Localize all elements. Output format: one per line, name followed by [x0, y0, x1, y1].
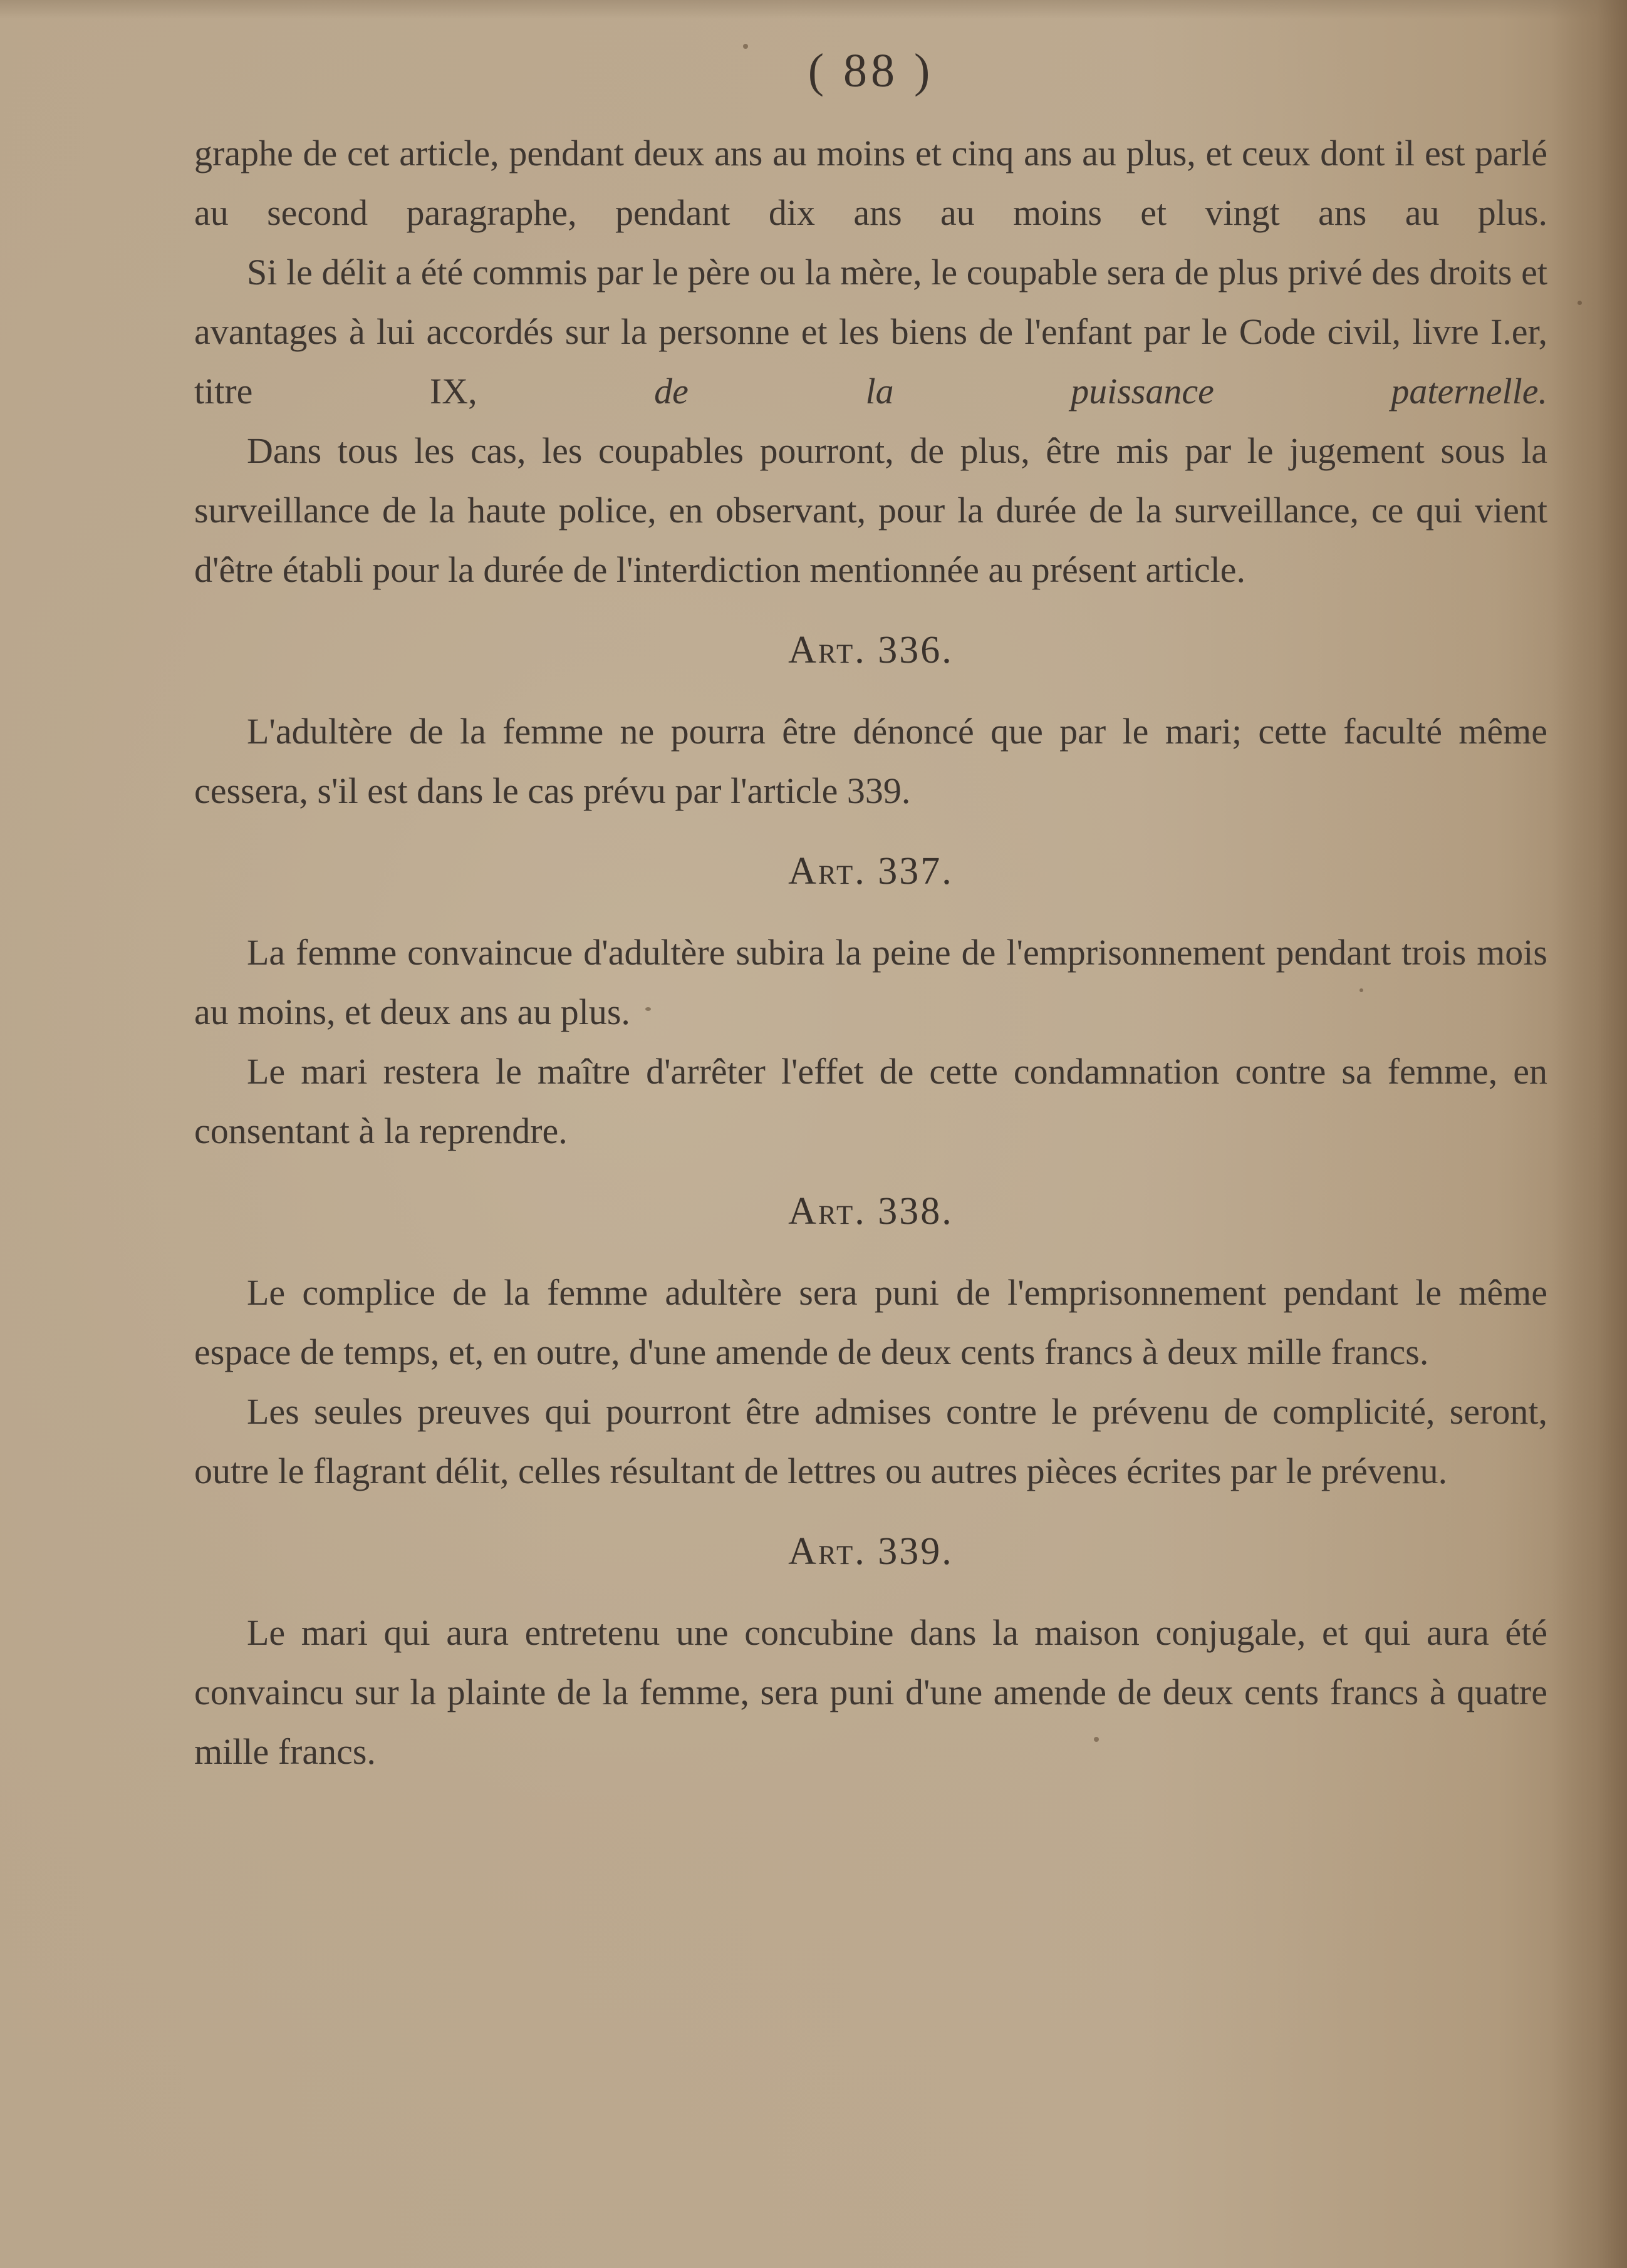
page-spine-shadow — [1552, 0, 1627, 2268]
paragraph-art338-1: Le complice de la femme adultère sera puni de l'emprisonnement pendant le même espace de temps, et, en outre, d'une amende de deux cents francs à deux mille francs. — [194, 1272, 1547, 1372]
paragraph-art337-2: Le mari restera le maître d'arrêter l'effet de cette condamnation contre sa femme, en consentant à la reprendre. — [194, 1051, 1547, 1151]
paragraph-text: Si le délit a été commis par le père ou la mère, le coupable sera de plus privé des droits et avantages à lui accordés sur la personne et les biens de l'enfant par le Code civil, livre I.er, titre IX, — [194, 252, 1547, 412]
paragraph-art339: Le mari qui aura entretenu une concubine dans la maison conjugale, et qui aura été convaincu sur la plainte de la femme, sera puni d'une amende de deux cents francs à quatre mille francs. — [194, 1612, 1547, 1772]
paragraph-parental-offence — [194, 242, 1547, 421]
page-text — [194, 44, 1547, 1781]
paragraph-art336: L'adultère de la femme ne pourra être dénoncé que par le mari; cette faculté même cessera, s'il est dans le cas prévu par l'article 339. — [194, 711, 1547, 811]
page-top-shadow — [0, 0, 1627, 19]
article-heading-336: Art. 336. — [788, 629, 954, 671]
italic-title: de la puissance paternelle. — [654, 371, 1548, 412]
paragraph-continued: graphe de cet article, pendant deux ans au moins et cinq ans au plus, et ceux dont il est parlé au second paragraphe, pendant dix ans au moins et vingt ans au plus. — [194, 133, 1547, 233]
article-heading-338: Art. 338. — [788, 1190, 954, 1233]
article-heading-337: Art. 337. — [788, 850, 954, 893]
paragraph-art338-2: Les seules preuves qui pourront être admises contre le prévenu de complicité, seront, outre le flagrant délit, celles résultant de lettres ou autres pièces écrites par le prévenu. — [194, 1391, 1547, 1491]
article-heading-339: Art. 339. — [788, 1530, 954, 1573]
foxing-spot — [1578, 301, 1582, 305]
page-number: ( 88 ) — [808, 44, 934, 97]
paragraph-surveillance: Dans tous les cas, les coupables pourront, de plus, être mis par le jugement sous la surveillance de la haute police, en observant, pour la durée de la surveillance, ce qui vient d'être établi pour la durée de l'interdiction mentionnée au présent article. — [194, 430, 1547, 590]
paragraph-art337-1: La femme convaincue d'adultère subira la peine de l'emprisonnement pendant trois mois au moins, et deux ans au plus. — [194, 932, 1547, 1032]
